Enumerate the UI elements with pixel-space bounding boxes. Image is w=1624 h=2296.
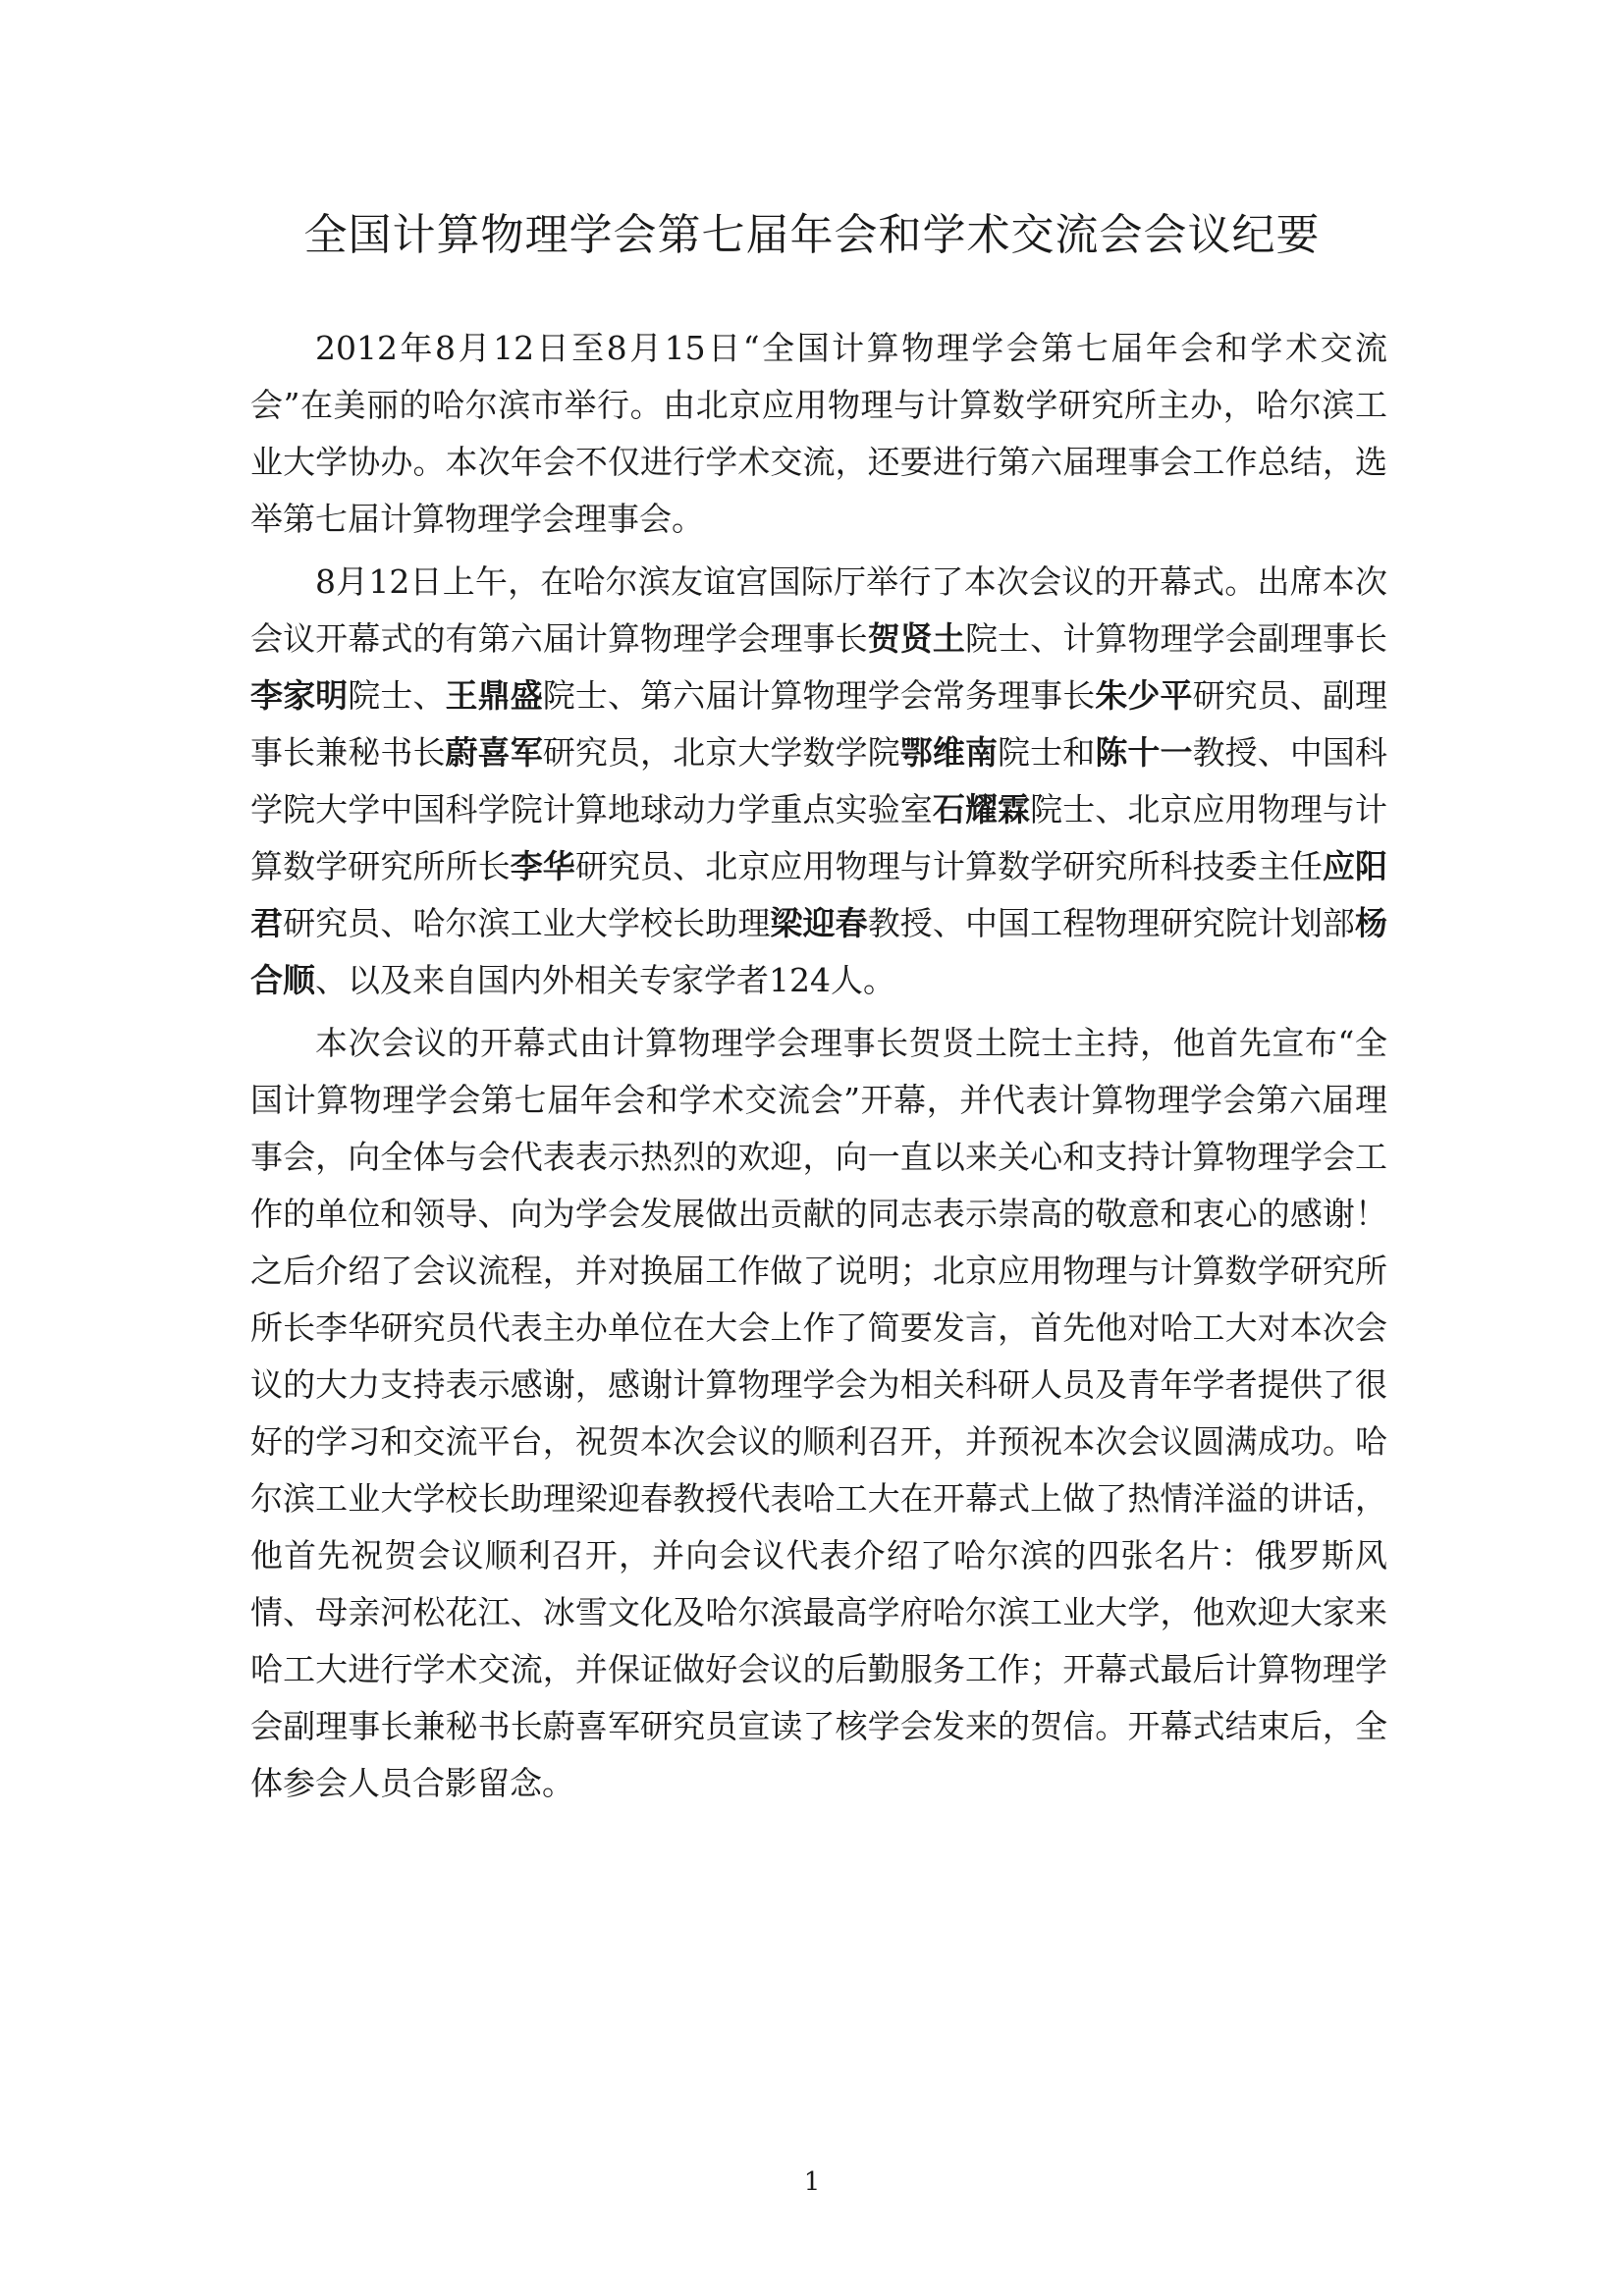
attendee-name: 王鼎盛 [445,676,543,715]
page-number: 1 [803,2167,821,2197]
text-segment: 院士、计算物理学会副理事长 [964,619,1388,658]
text-segment: 院士、 [348,676,446,715]
text-segment: 院士、第六届计算物理学会常务理事长 [542,676,1096,715]
text-segment: 研究员、副理事长兼秘书长 [250,676,1388,772]
document-body [250,320,1387,1818]
paragraph-1: 2012年8月12日至8月15日“全国计算物理学会第七届年会和学术交流会”在美丽的哈尔滨市举行。由北京应用物理与计算数学研究所主办，哈尔滨工业大学协办。本次年会不仅进行学术交流，还要进行第六届理事会工作总结，选举第七届计算物理学会理事会。 [250,329,1387,538]
paragraph-3: 本次会议的开幕式由计算物理学会理事长贺贤土院士主持，他首先宣布“全国计算物理学会第七届年会和学术交流会”开幕，并代表计算物理学会第六届理事会，向全体与会代表表示热烈的欢迎，向一直以来关心和支持计算物理学会工作的单位和领导、向为学会发展做出贡献的同志表示崇高的敬意和衷心的感谢！之后介绍了会议流程，并对换届工作做了说明；北京应用物理与计算数学研究所所长李华研究员代表主办单位在大会上作了简要发言，首先他对哈工大对本次会议的大力支持表示感谢，感谢计算物理学会为相关科研人员及青年学者提供了很好的学习和交流平台，祝贺本次会议的顺利召开，并预祝本次会议圆满成功。哈尔滨工业大学校长助理梁迎春教授代表哈工大在开幕式上做了热情洋溢的讲话，他首先祝贺会议顺利召开，并向会议代表介绍了哈尔滨的四张名片：俄罗斯风情、母亲河松花江、冰雪文化及哈尔滨最高学府哈尔滨工业大学，他欢迎大家来哈工大进行学术交流，并保证做好会议的后勤服务工作；开幕式最后计算物理学会副理事长兼秘书长蔚喜军研究员宣读了核学会发来的贺信。开幕式结束后，全体参会人员合影留念。 [250,1024,1387,1802]
text-segment: 院士、北京应用物理与计算数学研究所所长 [250,790,1388,885]
text-segment: 研究员，北京大学数学院 [542,733,900,772]
attendee-name: 梁迎春 [770,904,868,942]
attendee-name: 朱少平 [1095,676,1193,715]
document-title: 全国计算物理学会第七届年会和学术交流会会议纪要 [303,210,1321,260]
attendee-name: 杨合顺 [250,904,1388,999]
text-segment: 院士和 [998,733,1096,772]
text-segment: 研究员、哈尔滨工业大学校长助理 [283,904,771,942]
text-segment: 8月12日上午，在哈尔滨友谊宫国际厅举行了本次会议的开幕式。出席本次会议开幕式的有第六届计算物理学会理事长 [250,562,1387,658]
text-segment: 研究员、北京应用物理与计算数学研究所科技委主任 [574,847,1323,885]
text-segment: 、以及来自国内外相关专家学者124人。 [315,961,895,999]
attendee-name: 鄂维南 [899,733,999,772]
attendee-name: 李家明 [250,676,349,715]
paragraph-2 [250,554,1387,1009]
attendee-name: 蔚喜军 [445,733,543,772]
text-segment: 教授、中国工程物理研究院计划部 [867,904,1356,942]
attendee-name: 石耀霖 [932,790,1031,828]
attendee-name: 陈十一 [1095,733,1193,772]
attendee-name: 贺贤土 [867,619,965,658]
attendee-name: 李华 [510,847,575,885]
attendee-name: 应阳君 [250,847,1388,942]
text-segment: 教授、中国科学院大学中国科学院计算地球动力学重点实验室 [250,733,1388,828]
